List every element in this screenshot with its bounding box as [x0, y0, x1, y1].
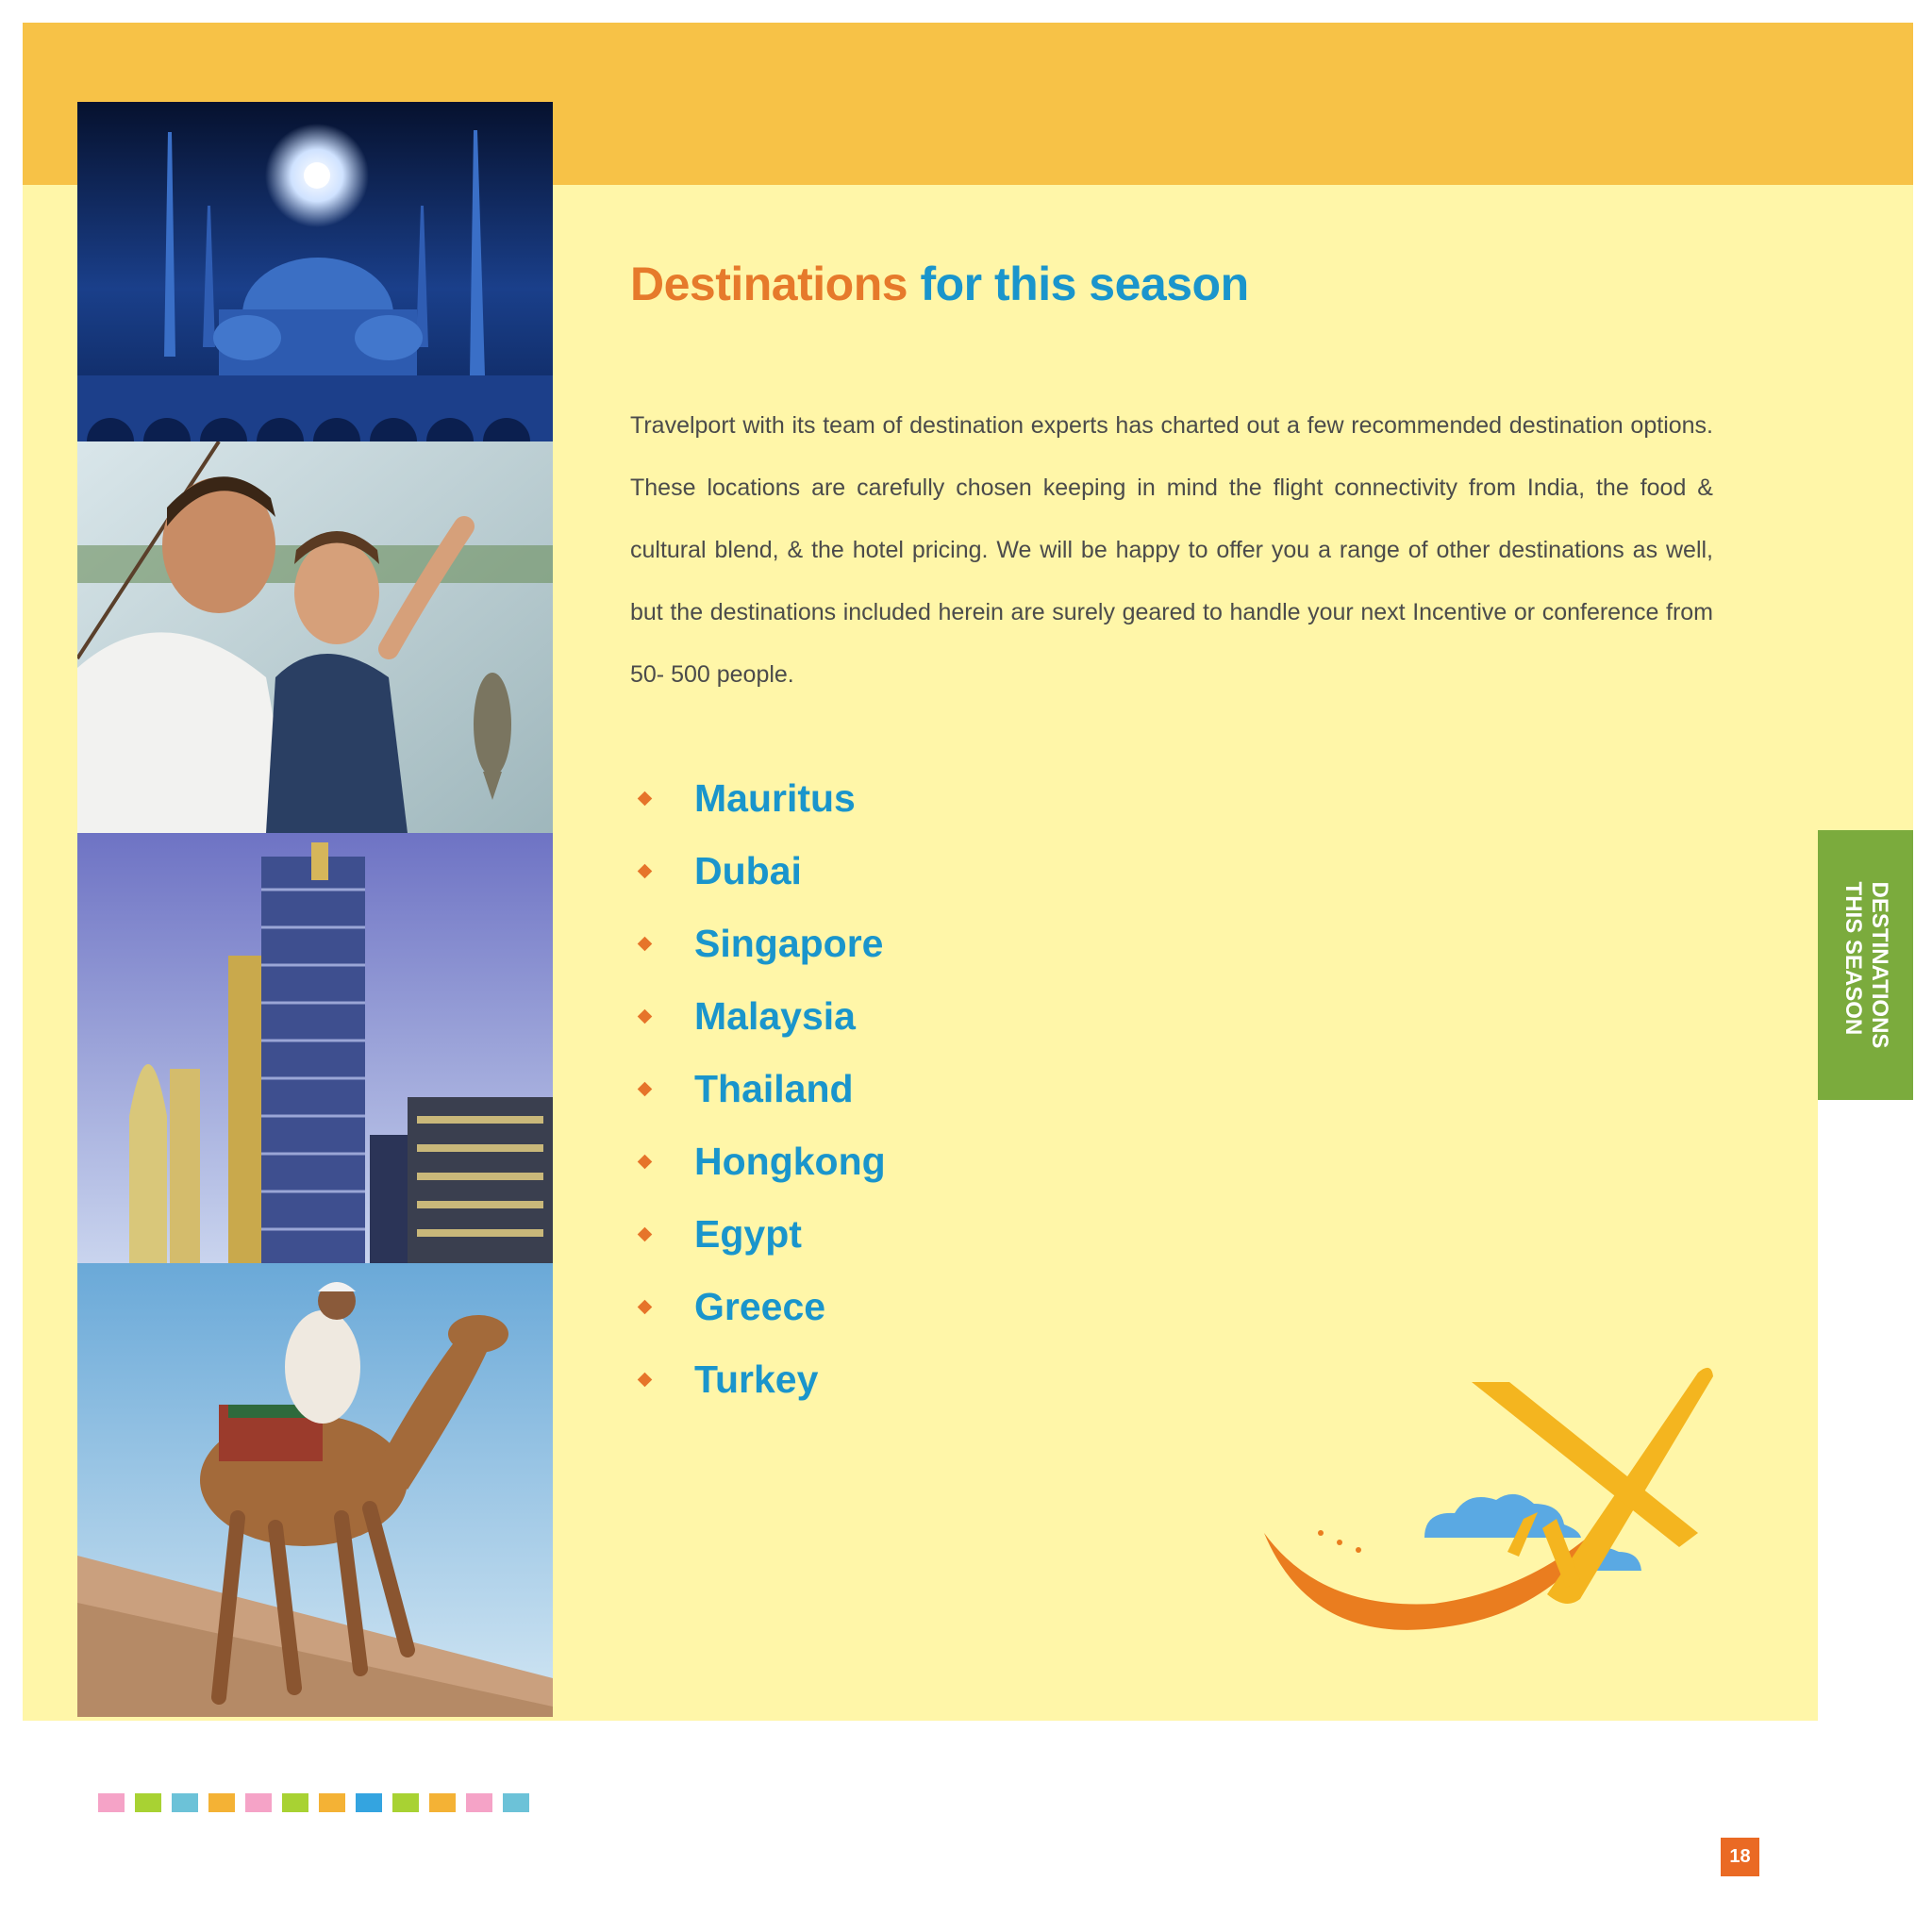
- list-item: [630, 1198, 886, 1271]
- diamond-bullet-icon: [638, 937, 653, 952]
- list-item: [630, 1271, 886, 1343]
- airplane-icon: [1255, 1363, 1726, 1637]
- destination-name: Egypt: [694, 1212, 802, 1256]
- diamond-bullet-icon: [638, 1373, 653, 1388]
- destination-name: Hongkong: [694, 1140, 886, 1183]
- list-item: [630, 762, 886, 835]
- photo-column: [77, 102, 553, 1717]
- camel-rider-photo: [77, 1263, 553, 1717]
- color-swatch: [98, 1793, 125, 1812]
- page-title: [630, 257, 1249, 311]
- destination-name: Singapore: [694, 922, 884, 965]
- list-item: [630, 1125, 886, 1198]
- diamond-bullet-icon: [638, 791, 653, 807]
- destination-name: Malaysia: [694, 994, 856, 1038]
- color-swatch: [208, 1793, 235, 1812]
- color-swatch: [466, 1793, 492, 1812]
- list-item: [630, 1343, 886, 1416]
- color-swatch: [429, 1793, 456, 1812]
- list-item: [630, 1053, 886, 1125]
- color-swatch: [319, 1793, 345, 1812]
- section-side-tab: [1818, 830, 1913, 1100]
- color-swatch: [172, 1793, 198, 1812]
- color-swatch: [503, 1793, 529, 1812]
- color-swatch: [135, 1793, 161, 1812]
- title-part-season: for this season: [920, 258, 1249, 310]
- diamond-bullet-icon: [638, 1009, 653, 1024]
- page-number-badge: 18: [1721, 1838, 1759, 1876]
- color-swatch: [356, 1793, 382, 1812]
- side-tab-line1: DESTINATIONS: [1866, 881, 1892, 1049]
- color-swatch-strip: [98, 1793, 529, 1812]
- destination-list: [630, 762, 886, 1416]
- side-tab-line2: THIS SEASON: [1840, 881, 1866, 1036]
- list-item: [630, 980, 886, 1053]
- destination-name: Mauritus: [694, 776, 856, 820]
- color-swatch: [245, 1793, 272, 1812]
- destination-name: Dubai: [694, 849, 802, 892]
- mosque-night-photo: [77, 102, 553, 441]
- destination-name: Turkey: [694, 1357, 819, 1401]
- diamond-bullet-icon: [638, 864, 653, 879]
- list-item: [630, 835, 886, 908]
- diamond-bullet-icon: [638, 1300, 653, 1315]
- title-part-destinations: Destinations: [630, 258, 908, 310]
- color-swatch: [282, 1793, 308, 1812]
- city-towers-photo: [77, 833, 553, 1263]
- intro-paragraph: Travelport with its team of destination experts has charted out a few recommended destination options. These locations are carefully chosen keeping in mind the flight connectivity from India, the food & cultural blend, & the hotel pricing. We will be happy to offer you a range of other destinations as well, but the destinations included herein are surely geared to handle your next Incentive or conference from 50- 500 people.: [630, 412, 1713, 688]
- color-swatch: [392, 1793, 419, 1812]
- father-daughter-fishing-photo: [77, 441, 553, 833]
- destination-name: Thailand: [694, 1067, 854, 1110]
- diamond-bullet-icon: [638, 1227, 653, 1242]
- background-strip: [1818, 185, 1913, 830]
- side-tab-label: [1840, 882, 1892, 1049]
- diamond-bullet-icon: [638, 1155, 653, 1170]
- list-item: [630, 908, 886, 980]
- destination-name: Greece: [694, 1285, 826, 1328]
- diamond-bullet-icon: [638, 1082, 653, 1097]
